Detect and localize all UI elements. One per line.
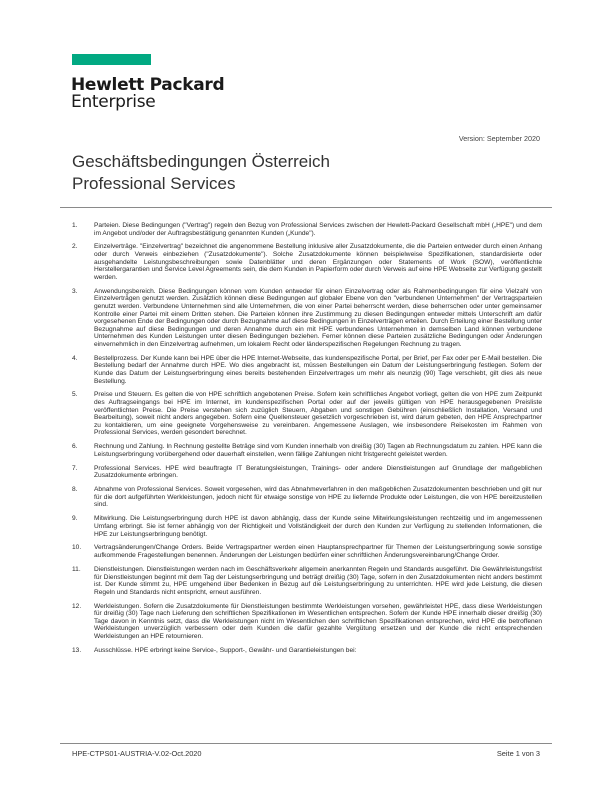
clause-5 — [72, 391, 542, 437]
clause-4 — [72, 355, 542, 385]
clause-number: 9. — [72, 515, 78, 523]
clause-text: Abnahme von Professional Services. Soweit vorgesehen, wird das Abnahmeverfahren in den maßgeblichen Zusatzdokumenten beschrieben und gilt nur für die dort aufgeführten Werkleistungen, jedoch nicht für etwaige sonstige von HPE zu liefernde Produkte oder Leistungen, die von HPE bereitzustellen sind. — [94, 486, 542, 509]
clause-number: 4. — [72, 354, 78, 362]
clause-number: 7. — [72, 464, 78, 472]
clause-10 — [72, 544, 542, 559]
clause-8 — [72, 486, 542, 509]
footer-document-id: HPE-CTPS01-AUSTRIA-V.02-Oct.2020 — [72, 749, 202, 758]
clause-number: 10. — [72, 544, 82, 552]
clause-number: 13. — [72, 646, 82, 654]
clause-number: 11. — [72, 565, 81, 573]
clause-12 — [72, 603, 542, 641]
clause-text: Werkleistungen. Sofern die Zusatzdokumente für Dienstleistungen bestimmte Werkleistungen vorsehen, gewährleistet HPE, dass diese Werkleistungen für dreißig (30) Tage nach Lieferung den schriftlichen Spezifikationen im Wesentlichen entsprechen. Sofern der Kunde HPE innerhalb dieser dreißig (30) Tage davon in Kenntnis setzt, dass die Werkleistungen nicht im Wesentlichen den schriftlichen Spezifikationen entsprechen, wird HPE die betroffenen Werkleistungen unverzüglich verbessern oder dem Kunden die dafür gezahlte Vergütung ersetzen und der Kunde die nicht entsprechenden Werkleistungen an HPE retournieren. — [94, 602, 542, 640]
clause-2 — [72, 243, 542, 281]
clause-text: Vertragsänderungen/Change Orders. Beide Vertragspartner werden einen Hauptansprechpartner für Themen der Leistungserbringung sowie sonstige aufkommende Fragestellungen benennen. Änderungen der Leistungen bedürfen einer schriftlichen Änderungsvereinbarung/Change Order. — [94, 544, 542, 560]
clause-text: Parteien. Diese Bedingungen ("Vertrag") regeln den Bezug von Professional Services zwischen der Hewlett-Packard Gesellschaft mbH („HPE") und dem im Angebot und/oder der Auftragsbestätigung genannten Kunden („Kunde"). — [94, 222, 542, 237]
clause-text: Einzelverträge. "Einzelvertrag" bezeichnet die angenommene Bestellung inklusive aller Zusatzdokumente, die die Parteien entweder durch einen Anhang oder durch Verweis einbeziehen ("Zusatzdokumente"). Solche Zusatzdokumente können beispielweise Spezifikationen, standardisierte oder ausgehandelte Leistungsbeschreibungen sowie Datenblätter und deren Ergänzungen oder Statements of Work (SOW), veröffentlichte Herstellergarantien und Service Level Agreements sein, die dem Kunden in Papierform oder durch Verweis auf eine HPE Webseite zur Verfügung gestellt werden. — [94, 243, 542, 281]
hpe-logo-bar — [72, 54, 151, 65]
header-divider — [60, 207, 552, 208]
clause-text: Preise und Steuern. Es gelten die von HPE schriftlich angebotenen Preise. Sofern kein schriftliches Angebot vorliegt, gelten die von HPE zum Zeitpunkt des Auftragseingangs bei HPE im Internet, im kundenspezifischen Portal oder auf der jeweils gültigen von HPE herausgegebenen Preisliste veröffentlichten Preise. Die Preise verstehen sich zuzüglich Steuern, Abgaben und sonstigen Gebühren (einschließlich Installation, Versand und Bearbeitung), soweit nicht anders angegeben. Sofern eine Quellensteuer gesetzlich vorgeschrieben ist, wird darum gebeten, den HPE Ansprechpartner zu kontaktieren, um eine geeignete Vorgehensweise zu vereinbaren. Angemessene Auslagen, wie insbesondere Reisekosten im Rahmen von Professional Services, werden gesondert berechnet. — [94, 391, 542, 437]
clause-text: Professional Services. HPE wird beauftragte IT Beratungsleistungen, Trainings- oder andere Dienstleistungen auf Grundlage der maßgeblichen Zusatzdokumente erbringen. — [94, 464, 542, 480]
clause-text: Dienstleistungen. Dienstleistungen werden nach im Geschäftsverkehr allgemein anerkannten Regeln und Standards ausgeführt. Die Gewährleistungsfrist für Dienstleistungen beginnt mit dem Tag der Leistungserbringung und beträgt dreißig (30) Tage, sofern in den Zusatzdokumenten nicht anders bestimmt ist. Der Kunde stimmt zu, HPE umgehend über Bedenken in Bezug auf die Leistungserbringung zu unterrichten. HPE wird jede Leistung, die diesen Regeln und Standards nicht entspricht, erneut ausführen. — [94, 565, 542, 596]
version-date: Version: September 2020 — [458, 134, 540, 143]
footer-page-number: Seite 1 von 3 — [496, 749, 540, 758]
clause-text: Bestellprozess. Der Kunde kann bei HPE über die HPE Internet-Webseite, das kundenspezifische Portal, per Brief, per Fax oder per E-Mail bestellen. Die Bestellung bedarf der Annahme durch HPE. Wo dies angebracht ist, müssen Bestellungen ein Datum der Leistungserbringung festlegen. Sofern der Kunde das Datum der Leistungserbringung eines bereits bestehenden Einzelvertrages um mehr als neunzig (90) Tage verschiebt, gilt dies als neue Bestellung. — [94, 354, 542, 385]
clause-number: 3. — [72, 287, 78, 295]
clause-text: Anwendungsbereich. Diese Bedingungen können vom Kunden entweder für einen Einzelvertrag oder als Rahmenbedingungen für eine Vielzahl von Einzelverträgen genutzt werden. Zusätzlich können diese Bedingungen auf globaler Ebene von den "verbundenen Unternehmen" der Vertragsparteien genutzt werden. Verbundene Unternehmen sind alle Unternehmen, die von einer Partei beherrscht werden, diese beherrschen oder unter gemeinsamer Kontrolle einer Partei mit einem Dritten stehen. Die Parteien können ihre Zustimmung zu diesen Bedingungen entweder mittels Unterschrift am dafür vorgesehenen Ende der Bedingungen oder durch Bezugnahme auf diese Bedingungen in Einzelverträgen erteilen. Durch Erteilung einer Bestellung unter Bezugnahme auf diese Bedingungen und deren Annahme durch ein mit HPE verbundenes Unternehmen in demselben Land können verbundene Unternehmen des Kunden Leistungen unter diesen Bedingungen beziehen. Ferner können diese Parteien zusätzliche Bedingungen oder Änderungen einvernehmlich in den Einzelvertrag aufnehmen, um lokalem Recht oder länderspezifischen Regelungen Rechnung zu tragen. — [94, 287, 542, 348]
clause-text: Rechnung und Zahlung. In Rechnung gestellte Beträge sind vom Kunden innerhalb von dreißig (30) Tagen ab Rechnungsdatum zu zahlen. HPE kann die Leistungserbringung vorübergehend oder dauerhaft einstellen, wenn fällige Zahlungen nicht fristgerecht geleistet werden. — [94, 443, 542, 458]
clause-number: 6. — [72, 443, 78, 451]
clause-number: 8. — [72, 486, 78, 494]
clause-11 — [72, 566, 542, 596]
clause-number: 12. — [72, 602, 82, 610]
clause-1 — [72, 222, 542, 237]
clause-13 — [72, 647, 542, 655]
clause-6 — [72, 443, 542, 458]
clause-9 — [72, 515, 542, 538]
logo-line-2: Enterprise — [71, 92, 156, 112]
footer-divider — [60, 743, 552, 744]
logo-line-1: Hewlett Packard — [71, 75, 225, 95]
clause-number: 1. — [72, 222, 78, 229]
document-title: Geschäftsbedingungen Österreich — [72, 152, 330, 171]
clause-text: Mitwirkung. Die Leistungserbringung durch HPE ist davon abhängig, dass der Kunde seine Mitwirkungsleistungen rechtzeitig und im angemessenen Umfang erbringt. Sie ist ferner abhängig von der Richtigkeit und Vollständigkeit der durch den Kunden zur Verfügung zu stellenden Informationen, die HPE zur Leistungserbringung benötigt. — [94, 515, 542, 538]
clause-3 — [72, 288, 542, 349]
clause-number: 5. — [72, 391, 78, 399]
clause-number: 2. — [72, 243, 78, 251]
clause-text: Ausschlüsse. HPE erbringt keine Service-, Support-, Gewähr- und Garantieleistungen bei: — [94, 646, 357, 654]
clause-list — [72, 222, 542, 661]
clause-7 — [72, 465, 542, 480]
document-subtitle: Professional Services — [72, 174, 236, 193]
